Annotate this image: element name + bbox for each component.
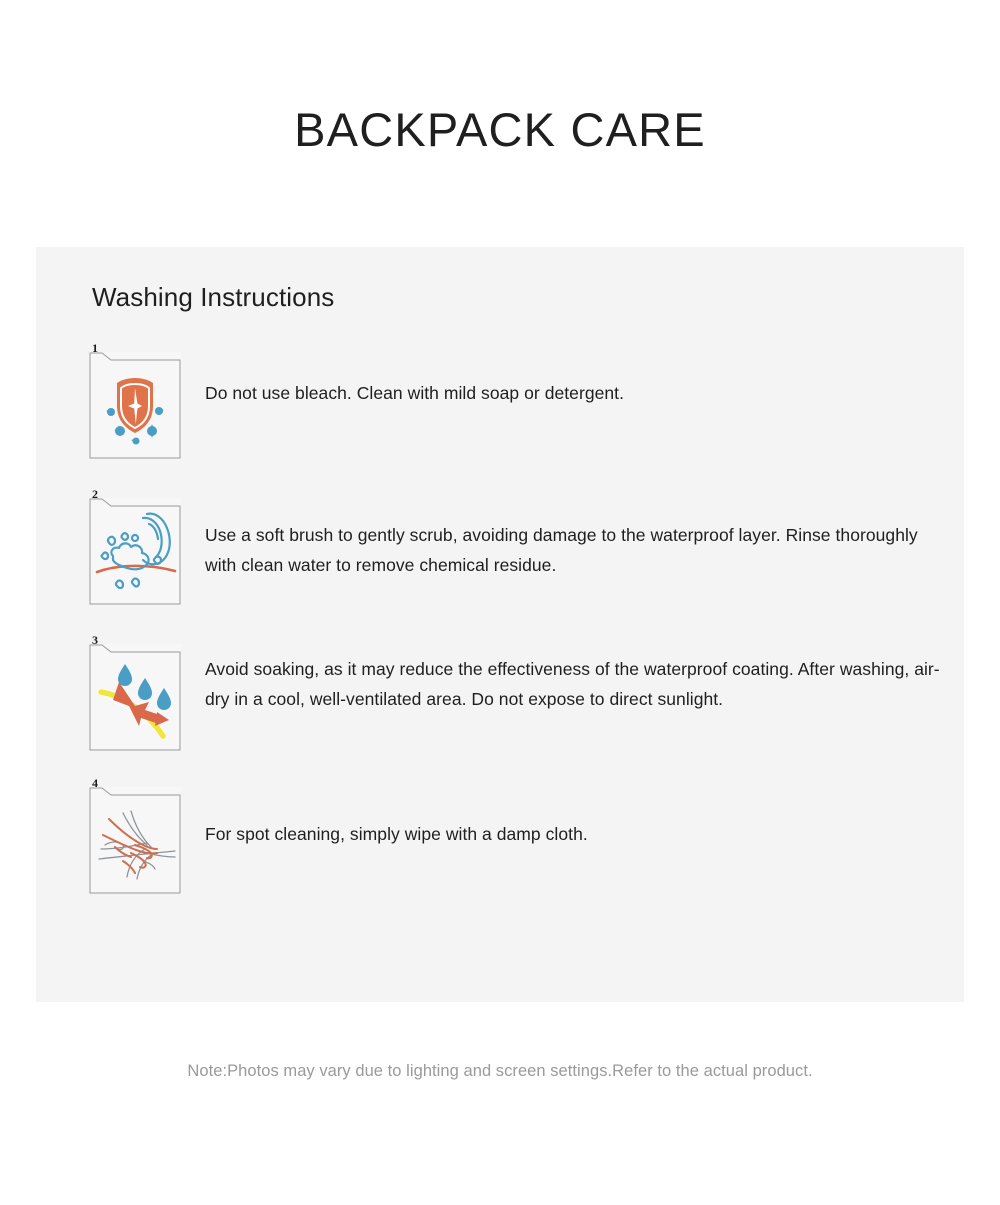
step-3-text xyxy=(205,644,944,714)
water-drops-arrow-icon xyxy=(89,644,181,751)
panel-heading: Washing Instructions xyxy=(92,282,335,312)
step-4-icon-frame xyxy=(89,776,181,894)
step-number-3: 3 xyxy=(92,633,98,647)
step-item-3 xyxy=(89,633,944,751)
hand-wiping-cloth-icon xyxy=(89,787,181,894)
step-1-icon-frame xyxy=(89,341,181,459)
step-number-1: 1 xyxy=(92,341,98,355)
step-number-2: 2 xyxy=(92,487,98,501)
steps-list xyxy=(89,341,944,894)
washing-instructions-panel xyxy=(36,247,964,1002)
page-title: BACKPACK CARE xyxy=(294,103,706,156)
shield-sparkle-icon xyxy=(89,352,181,459)
step-2-text-line: Use a soft brush to gently scrub, avoiding damage to the waterproof layer. Rinse thoroughly with clean water to remove chemical residue. xyxy=(205,525,918,575)
step-number-4: 4 xyxy=(92,776,98,790)
step-3-icon-frame xyxy=(89,633,181,751)
step-4-text xyxy=(205,787,588,849)
step-2-text xyxy=(205,498,944,580)
step-4-text-line: For spot cleaning, simply wipe with a damp cloth. xyxy=(205,824,588,844)
step-2-icon-frame xyxy=(89,487,181,605)
step-item-4 xyxy=(89,776,944,894)
step-1-text-line: Do not use bleach. Clean with mild soap or detergent. xyxy=(205,383,625,403)
step-3-text-line: Avoid soaking, as it may reduce the effectiveness of the waterproof coating. After washing, air-dry in a cool, well-ventilated area. Do not expose to direct sunlight. xyxy=(205,659,940,709)
footer-note: Note:Photos may vary due to lighting and screen settings.Refer to the actual product. xyxy=(187,1062,813,1080)
step-1-text xyxy=(205,352,624,408)
step-item-2 xyxy=(89,487,944,605)
brush-water-splash-icon xyxy=(89,498,181,605)
step-item-1 xyxy=(89,341,944,459)
